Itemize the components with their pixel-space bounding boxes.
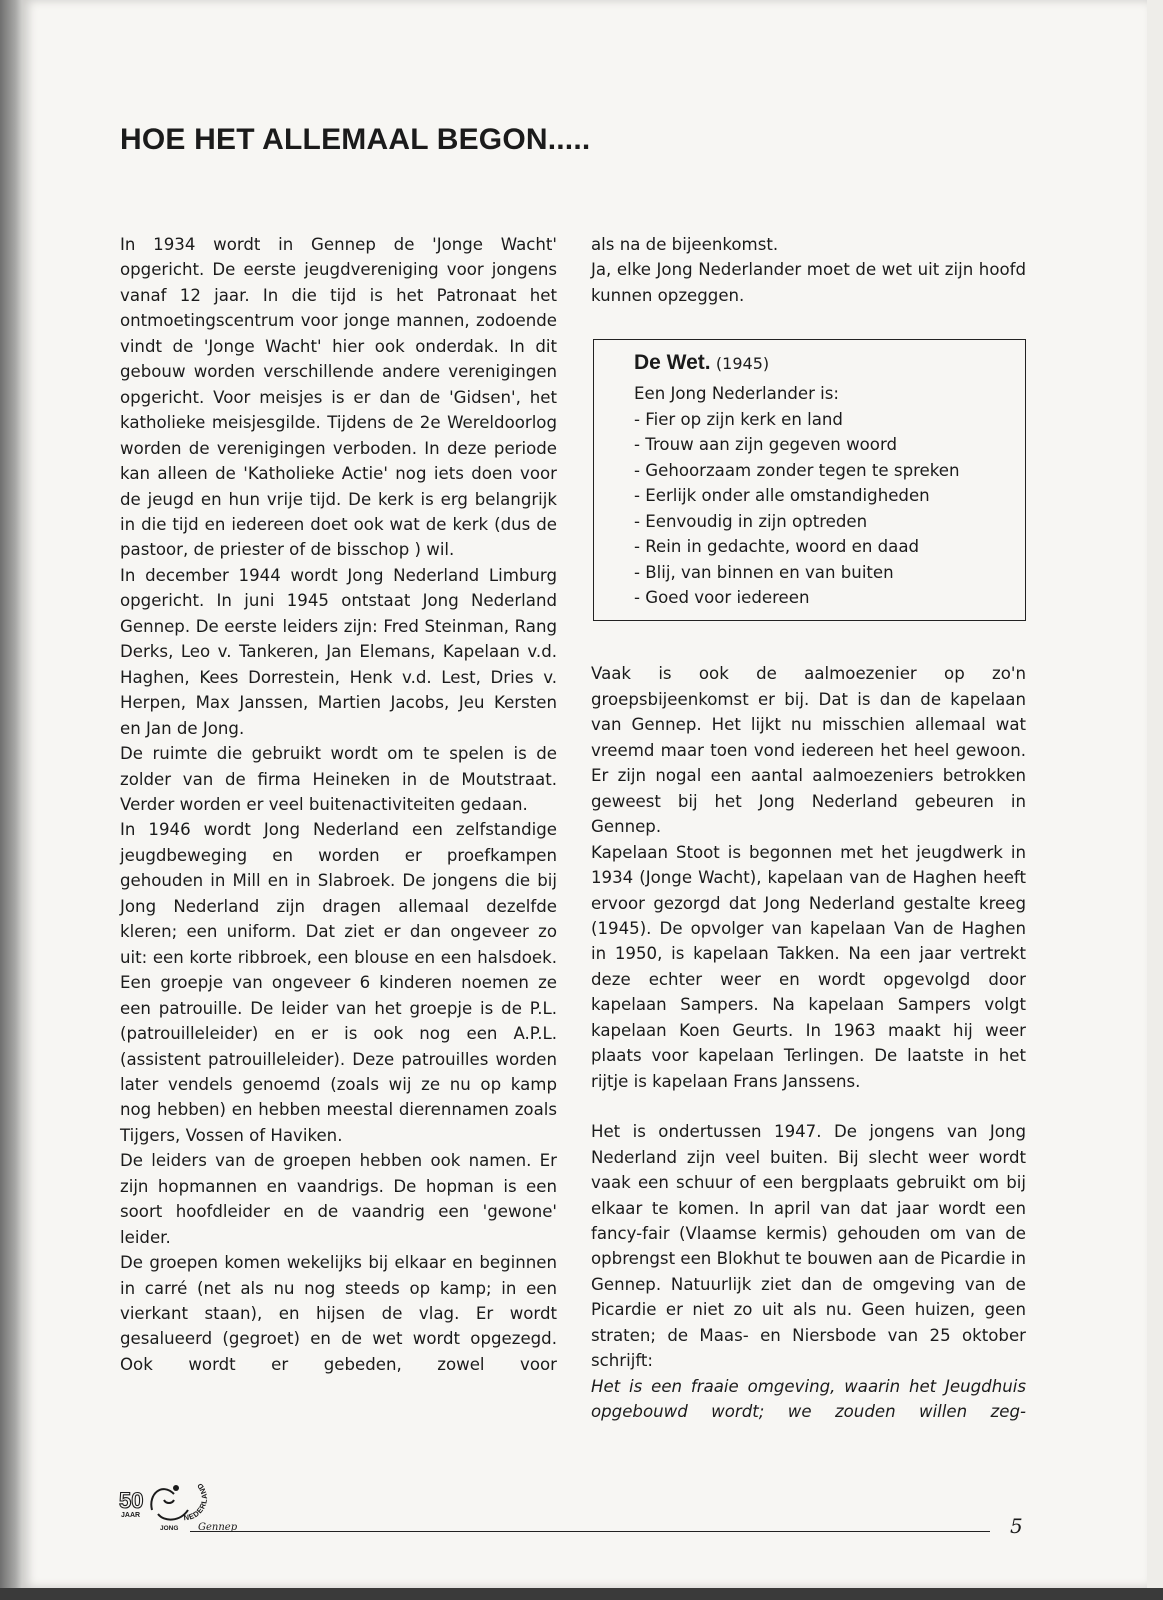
law-item: - Rein in gedachte, woord en daad <box>634 537 920 557</box>
jong-nederland-50-jaar-logo <box>118 1470 258 1534</box>
paragraph-leader-names: De leiders van de groepen hebben ook namen. Er zijn hopmannen en vaandrigs. De hopman is een soort hoofdleider en de vaandrig een 'gewone' leider. <box>120 1151 557 1247</box>
logo-place: Gennep <box>198 1522 238 1533</box>
newspaper-quote: Het is een fraaie omgeving, waarin het Jeugdhuis opgebouwd wordt; we zouden willen zeg- <box>591 1376 1026 1422</box>
logo-arc-text: NEDERLAND <box>183 1480 210 1523</box>
logo-number: 50 <box>119 1488 144 1513</box>
law-heading <box>634 346 1013 381</box>
logo-jong: JONG <box>160 1525 179 1532</box>
right-column <box>591 232 1026 1425</box>
scan-binding-shadow <box>0 0 22 1600</box>
law-item: - Gehoorzaam zonder tegen te spreken <box>634 460 960 480</box>
law-intro: Een Jong Nederlander is: <box>634 384 840 404</box>
law-item: - Blij, van binnen en van buiten <box>634 562 894 582</box>
paragraph-play-space: De ruimte die gebruikt wordt om te spelen is de zolder van de firma Heineken in de Moutstraat. Verder worden er veel buitenactiviteiten gedaan. <box>120 744 557 814</box>
article-title: HOE HET ALLEMAAL BEGON..... <box>120 123 591 156</box>
logo-jaar: JAAR <box>121 1512 141 1519</box>
law-item: - Goed voor iedereen <box>634 587 810 607</box>
law-title: De Wet. <box>634 351 711 375</box>
left-column <box>120 232 557 1377</box>
paragraph-1947-blokhut: Het is ondertussen 1947. De jongens van Jong Nederland zijn veel buiten. Bij slecht weer wordt vaak een schuur of een bergplaats gebruikt om bij elkaar te komen. In april van dat jaar wordt een fancy-fair (Vlaamse kermis) gehouden om van de opbrengst een Blokhut te bouwen aan de Picardie in Gennep. Natuurlijk ziet dan de omgeving van de Picardie er niet zo uit als nu. Geen huizen, geen straten; de Maas- en Niersbode van 25 oktober schrijft: <box>591 1122 1026 1371</box>
law-item: - Trouw aan zijn gegeven woord <box>634 435 898 455</box>
paragraph-first-leaders: In december 1944 wordt Jong Nederland Limburg opgericht. In juni 1945 ontstaat Jong Nederland Gennep. De eerste leiders zijn: Fred Steinman, Rang Derks, Leo v. Tankeren, Jan Elemans, Kapelaan v.d. Haghen, Kees Dorrestein, Henk v.d. Lest, Dries v. Herpen, Max Janssen, Martien Jacobs, Jeu Kersten en Jan de Jong. <box>120 565 557 738</box>
paragraph-jonge-wacht: In 1934 wordt in Gennep de 'Jonge Wacht' opgericht. De eerste jeugdvereniging voor jongens vanaf 12 jaar. In die tijd is het Patronaat het ontmoetingscentrum voor jonge mannen, zodoende vindt de 'Jonge Wacht' hier ook onderdak. In dit gebouw worden verschillende andere verenigingen opgericht. Voor meisjes is er dan de 'Gidsen', het katholieke meisjesgilde. Tijdens de 2e Wereldoorlog worden de verenigingen verboden. In deze periode kan alleen de 'Katholieke Actie' nog iets doen voor de jeugd en hun vrije tijd. De kerk is erg belangrijk in die tijd en iedereen doet ook wat de kerk (dus de pastoor, de priester of de bisschop ) wil. <box>120 235 557 560</box>
paragraph-spacer <box>591 1094 1026 1119</box>
paragraph-after-meeting: als na de bijeenkomst. <box>591 235 779 254</box>
scan-bottom-edge <box>0 1588 1163 1600</box>
footer-rule <box>190 1531 990 1532</box>
logo-figure-icon <box>151 1489 188 1519</box>
paragraph-uniform-patrols: In 1946 wordt Jong Nederland een zelfstandige jeugdbeweging en worden er proefkampen gehouden in Mill en in Slabroek. De jongens die bij Jong Nederland zijn dragen allemaal dezelfde kleren; een uniform. Dat ziet er dan ongeveer zo uit: een korte ribbroek, een blouse en een halsdoek. Een groepje van ongeveer 6 kinderen noemen ze een patrouille. De leider van het groepje is de P.L. (patrouilleleider) en er is ook nog een A.P.L. (assistent patrouilleleider). Deze patrouilles worden later vendels genoemd (zoals wij ze nu op kamp nog hebben) en hebben meestal dierennamen zoals Tijgers, Vossen of Haviken. <box>120 820 557 1145</box>
paragraph-recite-law: Ja, elke Jong Nederlander moet de wet uit zijn hoofd kunnen opzeggen. <box>591 260 1026 305</box>
paragraph-chaplain: Vaak is ook de aalmoezenier op zo'n groepsbijeenkomst er bij. Dat is dan de kapelaan van Gennep. Het lijkt nu misschien allemaal wat vreemd maar toen vond iedereen het heel gewoon. Er zijn nogal een aantal aalmoezeniers betrokken geweest bij het Jong Nederland gebeuren in Gennep. <box>591 664 1026 837</box>
paragraph-weekly-meetings: De groepen komen wekelijks bij elkaar en beginnen in carré (net als nu nog steeds op kamp; in een vierkant staan), en hijsen de vlag. Er wordt gesalueerd (gegroet) en de wet wordt opgezegd. Ook wordt er gebeden, zowel voor <box>120 1253 557 1374</box>
law-item: - Fier op zijn kerk en land <box>634 409 843 429</box>
page-number: 5 <box>1010 1514 1023 1538</box>
law-year: (1945) <box>715 354 770 374</box>
logo-head-icon <box>173 1485 179 1491</box>
law-item: - Eerlijk onder alle omstandigheden <box>634 486 930 506</box>
law-box <box>593 339 1026 621</box>
law-item: - Eenvoudig in zijn optreden <box>634 511 868 531</box>
paragraph-chaplain-succession: Kapelaan Stoot is begonnen met het jeugdwerk in 1934 (Jonge Wacht), kapelaan van de Haghen heeft ervoor gezorgd dat Jong Nederland gestalte kreeg (1945). De opvolger van kapelaan Van de Haghen in 1950, is kapelaan Takken. Na een jaar vertrekt deze echter weer en wordt opgevolgd door kapelaan Sampers. Na kapelaan Sampers volgt kapelaan Koen Geurts. In 1963 maakt hij weer plaats voor kapelaan Terlingen. De laatste in het rijtje is kapelaan Frans Janssens. <box>591 842 1026 1091</box>
law-list <box>634 407 1013 611</box>
